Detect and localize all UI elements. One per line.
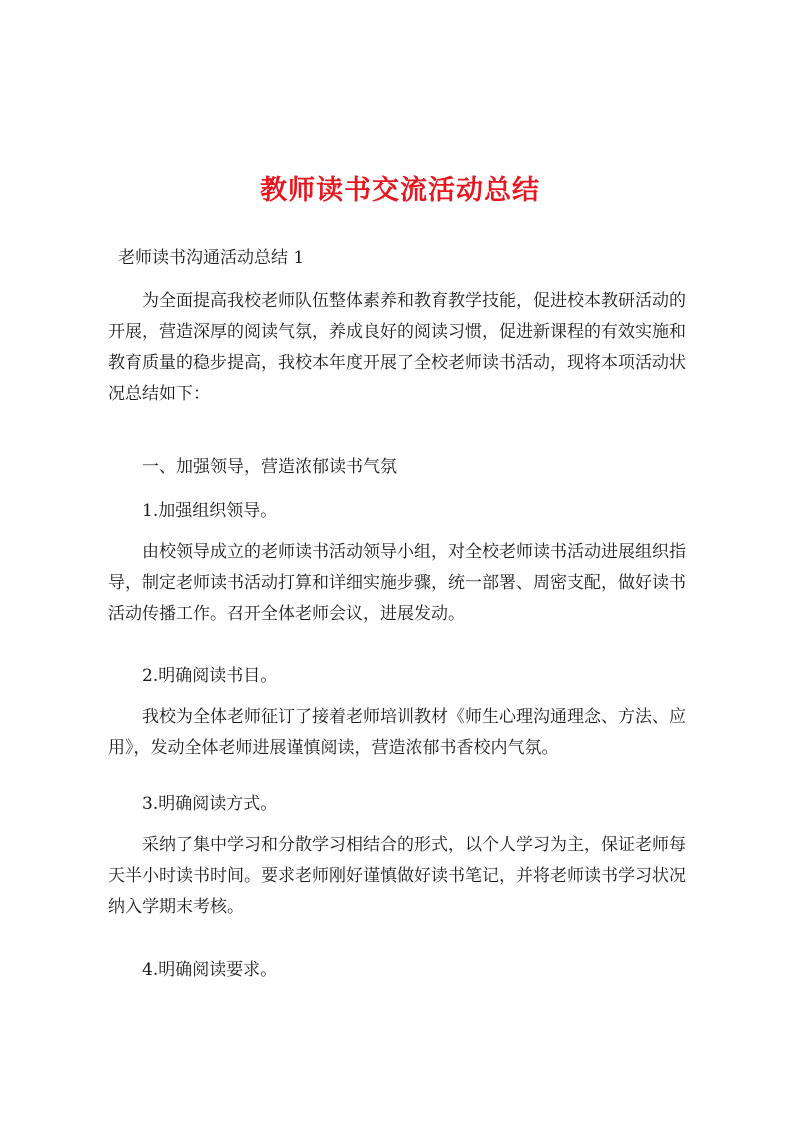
item3-paragraph: 采纳了集中学习和分散学习相结合的形式，以个人学习为主，保证老师每天半小时读书时间。要求老师刚好谨慎做好读书笔记，并将老师读书学习状况纳入学期末考核。 (108, 835, 686, 917)
intro-paragraph: 为全面提高我校老师队伍整体素养和教育教学技能，促进校本教研活动的开展，营造深厚的阅读气氛，养成良好的阅读习惯，促进新课程的有效实施和教育质量的稳步提高，我校本年度开展了全校老师读书活动，现将本项活动状况总结如下： (108, 291, 686, 404)
item3-heading: 3.明确阅读方式。 (142, 794, 278, 814)
section1-heading: 一、加强领导，营造浓郁读书气氛 (142, 457, 397, 477)
item2-heading: 2.明确阅读书目。 (142, 666, 278, 686)
item1-paragraph: 由校领导成立的老师读书活动领导小组，对全校老师读书活动进展组织指导，制定老师读书活动打算和详细实施步骤，统一部署、周密支配，做好读书活动传播工作。召开全体老师会议，进展发动。 (108, 542, 686, 624)
item2-paragraph: 我校为全体老师征订了接着老师培训教材《师生心理沟通理念、方法、应用》，发动全体老师进展谨慎阅读，营造浓郁书香校内气氛。 (108, 707, 686, 758)
item1-heading: 1.加强组织领导。 (142, 501, 278, 521)
item4-heading: 4.明确阅读要求。 (142, 960, 278, 980)
document-subtitle: 老师读书沟通活动总结 1 (118, 248, 305, 268)
document-title: 教师读书交流活动总结 (260, 175, 540, 206)
